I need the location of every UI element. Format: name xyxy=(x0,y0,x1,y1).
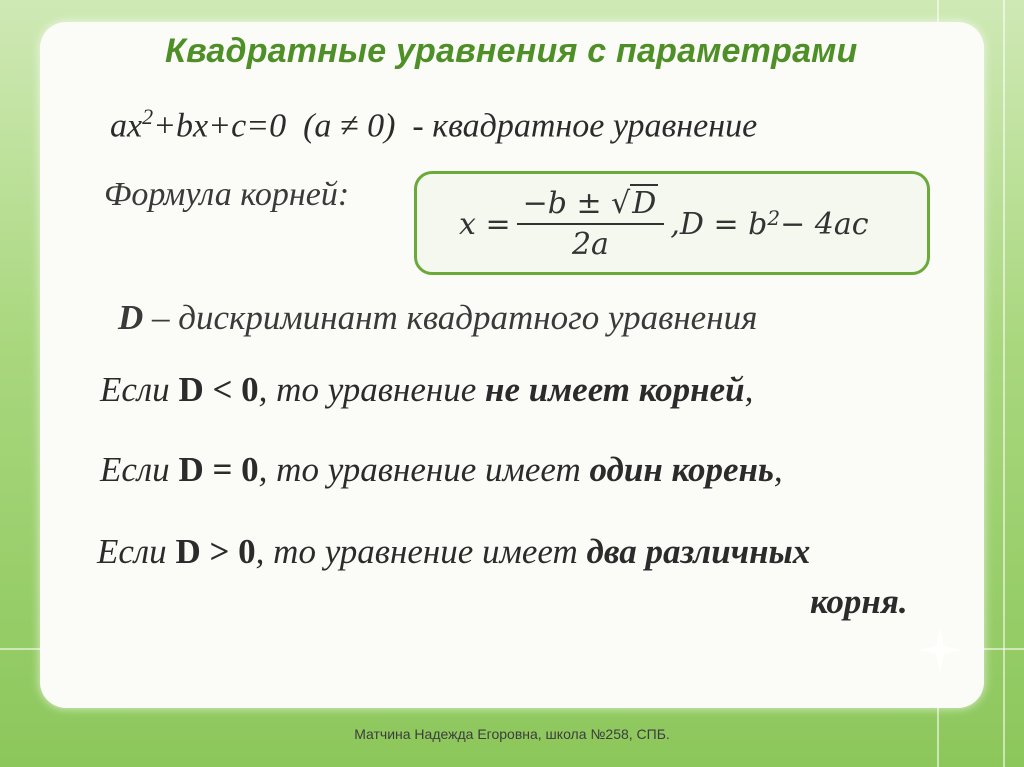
case-zero: Если D = 0, то уравнение имеет один корень, xyxy=(100,450,783,489)
quadratic-equation-line: $ax^2+bx+c=0$ (a ≠ 0) - квадратное уравнение xyxy=(110,104,758,145)
grid-line-vertical xyxy=(1003,0,1005,767)
case-positive: Если D > 0, то уравнение имеет два различных xyxy=(97,532,811,571)
sparkle-icon xyxy=(918,628,962,672)
case-positive-continuation: корня. xyxy=(810,582,908,621)
formula-fraction: $\frac{-b \pm √D}{2a}$ xyxy=(517,186,665,262)
formula-box xyxy=(414,171,930,275)
author-footer: Матчина Надежда Егоровна, школа №258, СПБ. xyxy=(354,726,670,742)
roots-formula-label: Формула корней: xyxy=(104,176,350,213)
discriminant-definition: D – дискриминант квадратного уравнения xyxy=(118,298,758,337)
case-negative: Если D < 0, то уравнение не имеет корней, xyxy=(100,370,754,409)
roots-formula: x = $\frac{-b \pm √D}{2a}$ , D = b $^2$ − 4ac xyxy=(459,186,869,262)
slide-title: Квадратные уравнения с параметрами xyxy=(165,32,858,70)
